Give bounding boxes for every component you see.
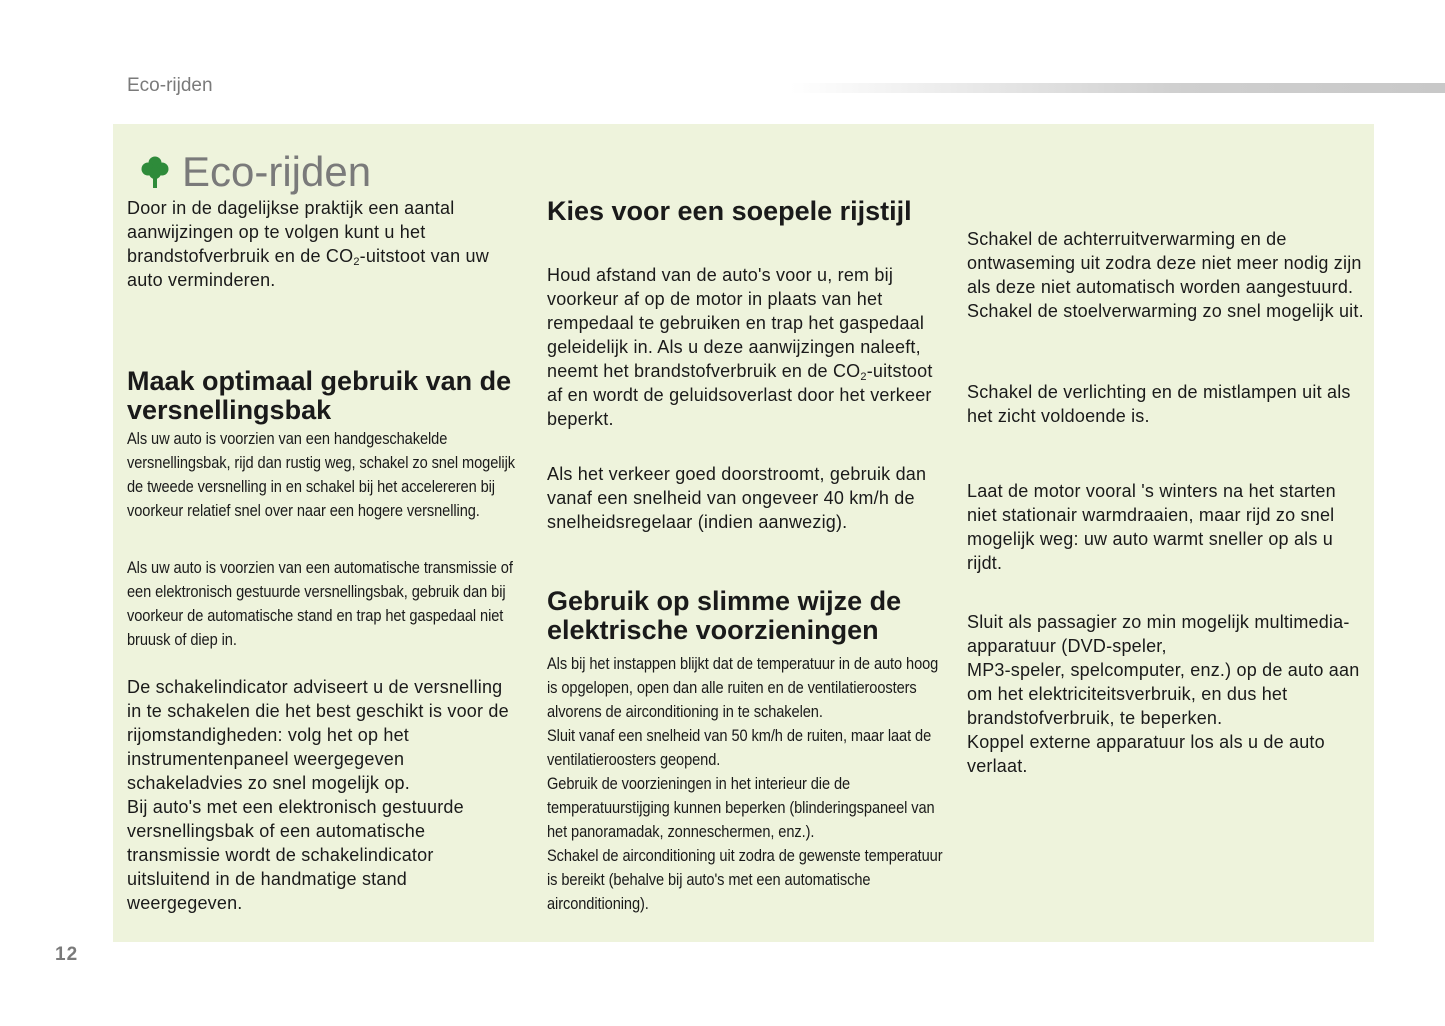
electrical-p3: Gebruik de voorzieningen in het interieur die de temperatuurstijging kunnen beperken (blinderingspaneel van het panoramadak, zonneschermen, enz.). bbox=[547, 774, 935, 841]
electrical-p2: Sluit vanaf een snelheid van 50 km/h de ruiten, maar laat de ventilatieroosters geopend. bbox=[547, 726, 932, 769]
page-title: Eco-rijden bbox=[182, 148, 372, 195]
electrical-text bbox=[547, 652, 944, 916]
col3-p1 bbox=[967, 227, 1367, 323]
smooth-p1: Houd afstand van de auto's voor u, rem bij voorkeur af op de motor in plaats van het rempedaal te gebruiken en trap het gaspedaal geleidelijk in. Als u deze aanwijzingen naleeft, neemt het brandstofverbruik en de $CO_2$-uitstoot af en wordt de geluidsoverlast door het verkeer beperkt. bbox=[547, 265, 933, 429]
heading-gearbox: Maak optimaal gebruik van de versnellingsbak bbox=[127, 366, 512, 425]
tree-icon bbox=[140, 155, 170, 189]
gearbox-p3b: Bij auto's met een elektronisch gestuurde versnellingsbak of een automatische transmissie wordt de schakelindicator uitsluitend in de handmatige stand weergegeven. bbox=[127, 797, 464, 913]
col3-p4 bbox=[967, 610, 1362, 778]
heading-electrical: Gebruik op slimme wijze de elektrische voorzieningen bbox=[547, 586, 902, 645]
col3-p2: Schakel de verlichting en de mistlampen uit als het zicht voldoende is. bbox=[967, 382, 1351, 426]
electrical-p1: Als bij het instappen blijkt dat de temperatuur in de auto hoog is opgelopen, open dan alle ruiten en de ventilatieroosters alvorens de airconditioning in te schakelen. bbox=[547, 654, 939, 721]
header-rule bbox=[790, 83, 1445, 93]
gearbox-p3 bbox=[127, 675, 512, 915]
gearbox-p1: Als uw auto is voorzien van een handgeschakelde versnellingsbak, rijd dan rustig weg, schakel zo snel mogelijk de tweede versnelling in en schakel bij het accelereren bij voorkeur relatief snel over naar een hogere versnelling. bbox=[127, 429, 515, 520]
col3-p4a: Sluit als passagier zo min mogelijk multimedia-apparatuur (DVD-speler, bbox=[967, 612, 1350, 656]
col3-p1a: Schakel de achterruitverwarming en de ontwaseming uit zodra deze niet meer nodig zijn als deze niet automatisch worden aangestuurd. bbox=[967, 229, 1362, 297]
heading-smooth: Kies voor een soepele rijstijl bbox=[547, 196, 912, 226]
intro-text: Door in de dagelijkse praktijk een aantal aanwijzingen op te volgen kunt u het brandstofverbruik en de $CO_2$-uitstoot van uw auto verminderen. bbox=[127, 198, 489, 290]
electrical-p4: Schakel de airconditioning uit zodra de gewenste temperatuur is bereikt (behalve bij auto's met een automatische airconditioning). bbox=[547, 846, 943, 913]
running-head: Eco-rijden bbox=[127, 75, 213, 96]
col3-p4c: Koppel externe apparatuur los als u de auto verlaat. bbox=[967, 732, 1325, 776]
page-number: 12 bbox=[55, 944, 79, 965]
col3-p4b: MP3-speler, spelcomputer, enz.) op de auto aan om het elektriciteitsverbruik, en dus het brandstofverbruik, te beperken. bbox=[967, 660, 1360, 728]
col3-p3: Laat de motor vooral 's winters na het starten niet stationair warmdraaien, maar rijd zo snel mogelijk weg: uw auto warmt sneller op als u rijdt. bbox=[967, 481, 1336, 573]
gearbox-p2: Als uw auto is voorzien van een automatische transmissie of een elektronisch gestuurde versnellingsbak, gebruik dan bij voorkeur de automatische stand en trap het gaspedaal niet bruusk of diep in. bbox=[127, 558, 513, 649]
page-title-row bbox=[140, 149, 371, 195]
col3-p1b: Schakel de stoelverwarming zo snel mogelijk uit. bbox=[967, 301, 1364, 321]
gearbox-p3a: De schakelindicator adviseert u de versnelling in te schakelen die het best geschikt is voor de rijomstandigheden: volg het op het instrumentenpaneel weergegeven schakeladvies zo snel mogelijk op. bbox=[127, 677, 509, 793]
smooth-p2: Als het verkeer goed doorstroomt, gebruik dan vanaf een snelheid van ongeveer 40 km/h de snelheidsregelaar (indien aanwezig). bbox=[547, 464, 927, 532]
